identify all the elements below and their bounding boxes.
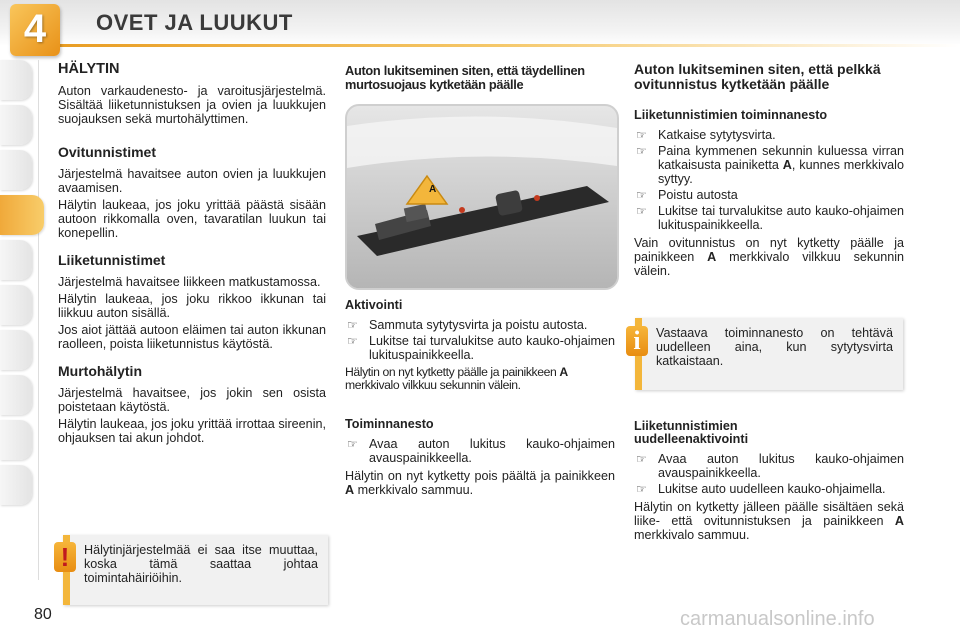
chapter-tab-active[interactable] (0, 195, 44, 235)
chapter-tab[interactable] (0, 420, 32, 460)
operation-title: Toiminnanesto (345, 417, 434, 431)
motion-paragraph-1: Järjestelmä havaitsee liikkeen matkustamossa. (58, 275, 321, 289)
subsection-title-motion: Liiketunnistimet (58, 252, 166, 268)
list-item: ☞ Sammuta sytytysvirta ja poistu autosta. (347, 318, 588, 332)
door-only-title: Auton lukitseminen siten, että pelkkä ovitunnistus kytketään päälle (634, 61, 881, 92)
bullet-arrow-icon: ☞ (636, 188, 647, 202)
watermark: carmanualsonline.info (680, 608, 875, 630)
column-door-only (634, 62, 904, 281)
chapter-tab[interactable] (0, 240, 32, 280)
control-panel-illustration (347, 106, 617, 288)
doors-paragraph-2: Hälytin laukeaa, jos joku yrittää päästä sisään autoon rikkomalla oven, tavaratilan luukun tai konepellin. (58, 198, 326, 240)
bullet-arrow-icon: ☞ (347, 318, 358, 332)
neutralize-text: Vain ovitunnistus on nyt kytketty päälle ja painikkeen A merkkivalo vilkkuu sekunnin välein. (634, 236, 905, 278)
bullet-arrow-icon: ☞ (347, 437, 358, 451)
subsection-title-burglar: Murtohälytin (58, 363, 142, 379)
activation-title: Aktivointi (345, 298, 403, 312)
photo-label-a: A (429, 184, 437, 195)
section-title-alarm: HÄLYTIN (58, 61, 120, 77)
list-item: ☞ Lukitse tai turvalukitse auto kauko-ohjaimen lukituspainikkeella. (347, 334, 615, 362)
list-item: ☞ Paina kymmenen sekunnin kuluessa virran katkaisusta painiketta A, kunnes merkkivalo syttyy. (636, 144, 904, 186)
list-item: ☞ Lukitse auto uudelleen kauko-ohjaimella. (636, 482, 886, 496)
chapter-tab[interactable] (0, 60, 32, 100)
header-rule (38, 44, 960, 47)
info-note (635, 318, 903, 390)
column-reactivate (634, 420, 904, 545)
bullet-arrow-icon: ☞ (636, 452, 647, 466)
bullet-arrow-icon: ☞ (636, 204, 647, 218)
activation-list (345, 318, 615, 362)
chapter-tab[interactable] (0, 465, 32, 505)
warning-icon: ! (54, 542, 76, 572)
column-full-protection (345, 64, 615, 92)
chapter-tab[interactable] (0, 375, 32, 415)
bullet-arrow-icon: ☞ (636, 482, 647, 496)
burglar-paragraph-2: Hälytin laukeaa, jos joku yrittää irrottaa sireenin, ohjauksen tai akun johdot. (58, 417, 326, 445)
doors-paragraph-1: Järjestelmä havaitsee auton ovien ja luukkujen avaamisen. (58, 167, 326, 195)
bullet-arrow-icon: ☞ (347, 334, 358, 348)
chapter-tab[interactable] (0, 330, 32, 370)
info-icon: i (626, 326, 648, 356)
column-full-protection-steps (345, 298, 615, 500)
reactivate-text: Hälytin on kytketty jälleen päälle sisältäen sekä liike- että ovitunnistuksen ja painikkeen A merkkivalo sammuu. (634, 500, 905, 542)
operation-list (345, 437, 615, 465)
warning-note (63, 535, 328, 605)
list-item: ☞ Lukitse tai turvalukitse auto kauko-ohjaimen lukituspainikkeella. (636, 204, 904, 232)
bullet-arrow-icon: ☞ (636, 128, 647, 142)
chapter-tab[interactable] (0, 105, 32, 145)
neutralize-title: Liiketunnistimien toiminnanesto (634, 108, 828, 122)
chapter-tab[interactable] (0, 285, 32, 325)
reactivate-list (634, 452, 904, 496)
operation-text: Hälytin on nyt kytketty pois päältä ja painikkeen A merkkivalo sammuu. (345, 469, 615, 497)
activation-note: Hälytin on nyt kytketty päälle ja painikkeen A merkkivalo vilkkuu sekunnin välein. (345, 365, 568, 392)
control-panel-photo (345, 104, 619, 290)
list-item: ☞ Poistu autosta (636, 188, 738, 202)
motion-paragraph-3: Jos aiot jättää autoon eläimen tai auton ikkunan raolleen, poista liiketunnistus käytöstä. (58, 323, 326, 351)
info-note-text: Vastaava toiminnanesto on tehtävä uudelleen aina, kun sytytysvirta katkaistaan. (656, 326, 893, 368)
chapter-tab[interactable] (0, 150, 32, 190)
motion-paragraph-2: Hälytin laukeaa, jos joku rikkoo ikkunan tai liikkuu auton sisällä. (58, 292, 326, 320)
neutralize-list (634, 128, 904, 232)
column-alarm (58, 62, 326, 448)
chapter-number: 4 (10, 4, 60, 56)
list-item: ☞ Katkaise sytytysvirta. (636, 128, 776, 142)
full-protection-title: Auton lukitseminen siten, että täydellinen murtosuojaus kytketään päälle (345, 63, 585, 92)
subsection-title-doors: Ovitunnistimet (58, 144, 157, 160)
burglar-paragraph-1: Järjestelmä havaitsee, jos jokin sen osista poistetaan käytöstä. (58, 386, 326, 414)
chapter-tabs (0, 60, 40, 510)
list-item: ☞ Avaa auton lukitus kauko-ohjaimen avauspainikkeella. (347, 437, 615, 465)
list-item: ☞ Avaa auton lukitus kauko-ohjaimen avauspainikkeella. (636, 452, 904, 480)
bullet-arrow-icon: ☞ (636, 144, 647, 158)
chapter-title: OVET JA LUUKUT (96, 10, 293, 35)
reactivate-title: Liiketunnistimien uudelleenaktivointi (634, 419, 749, 446)
warning-note-text: Hälytinjärjestelmää ei saa itse muuttaa, koska tämä saattaa johtaa toimintahäiriöihin. (84, 543, 318, 585)
page-number: 80 (34, 606, 52, 623)
alarm-intro: Auton varkaudenesto- ja varoitusjärjestelmä. Sisältää liiketunnistuksen ja ovien ja luukkujen suojauksen sekä murtohälyttimen. (58, 84, 326, 126)
